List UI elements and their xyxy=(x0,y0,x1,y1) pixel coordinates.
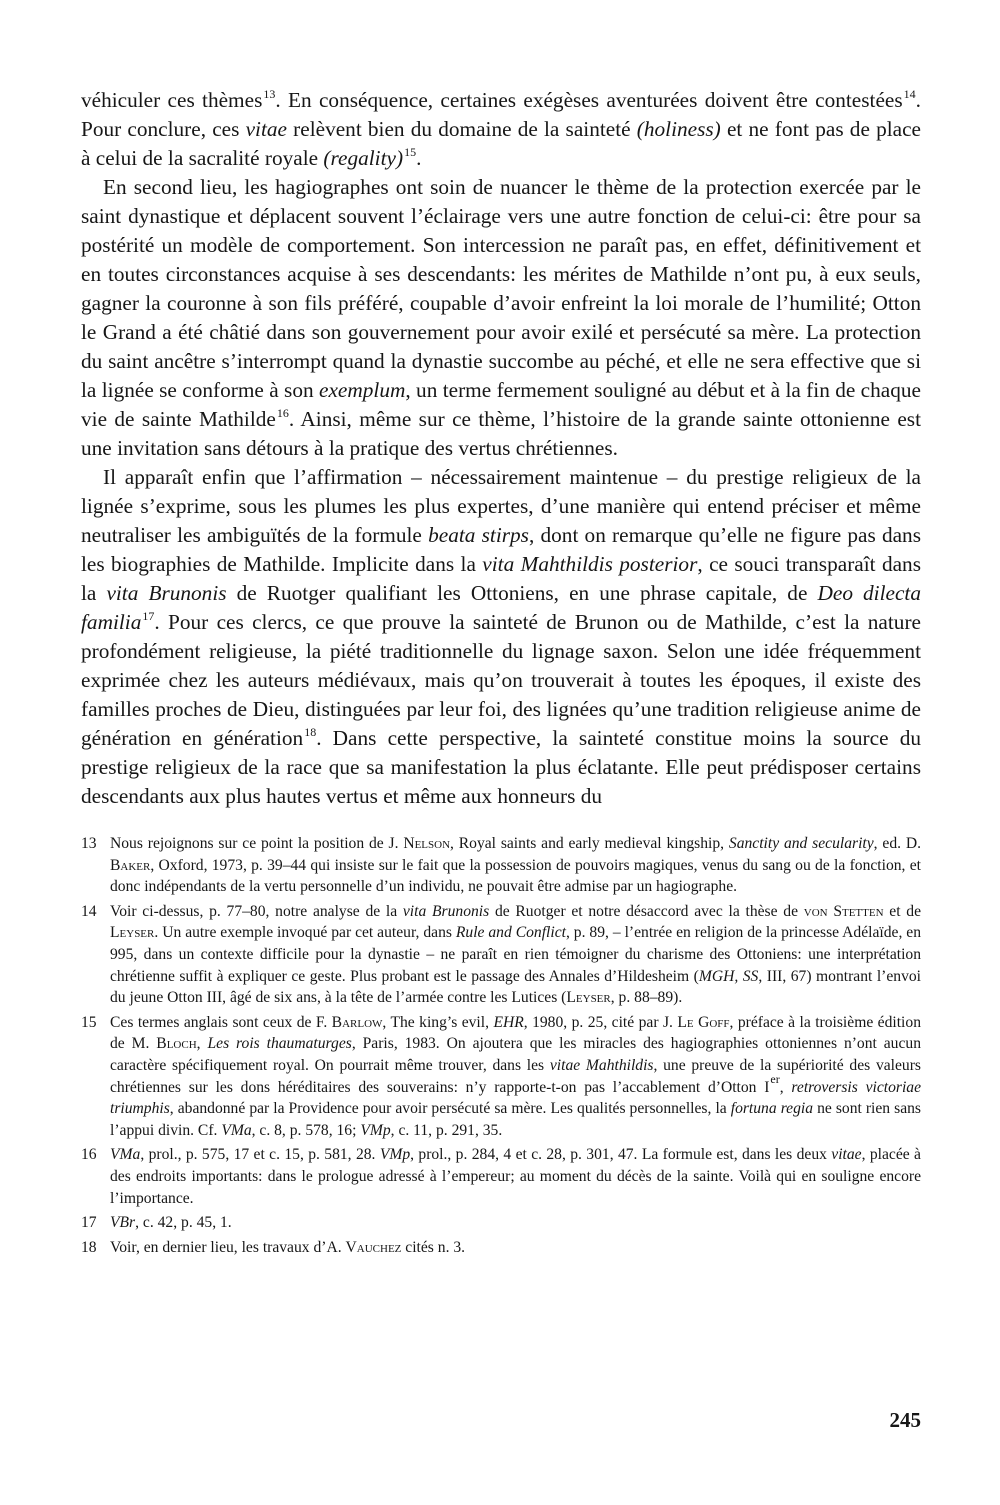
text-run: , abandonné par la Providence pour avoir persécuté sa mère. Les qualités personnelles, la xyxy=(169,1100,731,1118)
italic-text: VMa xyxy=(110,1146,141,1164)
italic-text: (holiness) xyxy=(636,117,721,141)
footnote-ref: 16 xyxy=(276,406,289,420)
footnote-text xyxy=(110,1144,921,1209)
footnote-ref: er xyxy=(770,1071,780,1086)
text-run: , c. 42, p. 45, 1. xyxy=(135,1214,232,1232)
italic-text: fortuna regia xyxy=(730,1100,814,1118)
footnote-ref: 17 xyxy=(142,609,155,623)
text-run: , Royal saints and early medieval kingship, xyxy=(450,835,729,852)
footnote xyxy=(81,1012,921,1142)
text-run: , prol., p. 575, 17 et c. 15, p. 581, 28. xyxy=(140,1146,380,1164)
text-run: , prol., p. 284, 4 et c. 28, p. 301, 47. La formule est, dans les deux xyxy=(410,1146,832,1164)
text-run: , p. 88–89). xyxy=(610,989,683,1007)
text-run: , 1980, p. 25, cité par J. xyxy=(523,1013,678,1031)
text-run: ne sont rien sans l’appui divin. Cf. xyxy=(110,1100,921,1139)
footnote xyxy=(81,833,921,898)
footnote-text xyxy=(110,833,921,898)
text-run: , p. 89, – l’entrée en religion de la princesse Adélaïde, en 995, dans un contexte difficile pour la dynastie – ne paraît en rien témoigner du charisme des Ottoniens: une interprétation chrétienne suffit à expliquer ce geste. Plus probant est le passage des Annales d’Hildesheim ( xyxy=(110,924,921,985)
text-run: Voir ci-dessus, p. 77–80, notre analyse de la xyxy=(110,902,403,920)
italic-text: VMp xyxy=(360,1121,391,1139)
text-run: , Oxford, 1973, p. 39–44 qui insiste sur le fait que la possession de pouvoirs magiques, venus du sang ou de la fonction, et donc indépendants de la vertu personnelle d’un individu, ne pouvait être admise par un hagiographe. xyxy=(110,856,921,896)
author-name: Leyser xyxy=(110,924,155,942)
text-run: , The king’s evil, xyxy=(382,1013,494,1031)
author-name: Le Goff xyxy=(677,1013,730,1031)
text-run: Il apparaît enfin que l’affirmation – nécessairement maintenue – du prestige religieux de la lignée s’exprime, sous les plumes les plus expertes, d’une manière qui entend préciser et même neutraliser les ambiguïtés de la formule xyxy=(81,465,921,547)
footnote-number: 16 xyxy=(81,1146,97,1164)
paragraph xyxy=(81,86,921,173)
footnote-text xyxy=(110,1237,921,1259)
italic-text: (regality) xyxy=(323,146,404,170)
footnote-ref: 13 xyxy=(263,87,276,101)
author-name: Barlow xyxy=(331,1013,383,1031)
italic-text: VMa xyxy=(221,1121,252,1139)
italic-text: vitae Mahthildis xyxy=(549,1056,654,1074)
footnote-number: 17 xyxy=(81,1214,97,1232)
footnote-number: 18 xyxy=(81,1238,97,1256)
footnote xyxy=(81,901,921,1009)
footnote-text xyxy=(110,1012,921,1142)
text-run: , une preuve de la supériorité des valeurs chrétiennes sur les dons héréditaires des souverains: n’y rapporte-t-on pas l’accablement d’Otton I xyxy=(110,1056,921,1096)
italic-text: vita Brunonis xyxy=(106,581,227,605)
text-run: de Ruotger qualifiant les Ottoniens, en une phrase capitale, de xyxy=(226,581,818,605)
text-run: , xyxy=(779,1078,792,1096)
text-run: . Un autre exemple invoqué par cet auteur, dans xyxy=(154,924,456,942)
italic-text: VBr xyxy=(110,1214,136,1232)
footnote xyxy=(81,1144,921,1209)
footnote-ref: 14 xyxy=(903,87,916,101)
author-name: Vauchez xyxy=(345,1238,402,1256)
text-run: , Paris, 1983. On ajoutera que les miracles des hagiographies ottoniennes n’ont aucun caractère spécifiquement royal. On pourrait même trouver, dans les xyxy=(110,1035,921,1074)
text-run: . Pour ces clercs, ce que prouve la sainteté de Brunon ou de Mathilde, c’est la nature profondément religieuse, la piété traditionnelle du lignage saxon. Selon une idée fréquemment exprimée chez les auteurs médiévaux, mais qu’on trouverait à toutes les époques, il existe des familles proches de Dieu, distinguées par leur foi, des lignées qu’une tradition religieuse anime de génération en génération xyxy=(81,610,921,750)
text-run: cités n. 3. xyxy=(401,1238,466,1256)
text-run: , un terme fermement souligné au début et à la fin de chaque vie de sainte Mathilde xyxy=(81,378,921,431)
text-run: , c. 8, p. 578, 16; xyxy=(251,1121,361,1139)
paragraph xyxy=(81,173,921,463)
italic-text: Deo dilecta familia xyxy=(81,581,921,634)
italic-text: EHR xyxy=(493,1013,524,1031)
text-run: , préface à la troisième édition de M. xyxy=(110,1013,921,1053)
paragraph xyxy=(81,463,921,811)
italic-text: vitae xyxy=(245,117,287,141)
author-name: Baker xyxy=(110,856,151,874)
text-run: , ce souci transparaît dans la xyxy=(81,552,921,605)
author-name: Nelson xyxy=(403,835,451,852)
footnote-ref: 15 xyxy=(404,145,417,159)
text-run: de Ruotger et notre désaccord avec la thèse de xyxy=(489,902,804,920)
text-run: , III, 67) montrant l’envoi du jeune Otton III, âgé de six ans, à la tête de l’armée contre les Lutices ( xyxy=(110,967,921,1007)
text-run: Nous rejoignons sur ce point la position de J. xyxy=(110,835,404,852)
author-name: Bloch xyxy=(156,1035,197,1053)
footnote-number: 15 xyxy=(81,1013,97,1031)
text-run: , xyxy=(196,1035,208,1053)
italic-text: vitae xyxy=(831,1146,862,1164)
text-run: . Dans cette perspective, la sainteté constitue moins la source du prestige religieux de la race que sa manifestation la plus éclatante. Elle peut prédisposer certains descendants aux plus hautes vertus et même aux honneurs du xyxy=(81,726,921,808)
footnote-ref: 18 xyxy=(304,725,317,739)
italic-text: beata stirps xyxy=(428,523,529,547)
italic-text: vita Mahthildis posterior xyxy=(482,552,698,576)
footnote xyxy=(81,1212,921,1234)
italic-text: retroversis victoriae triumphis xyxy=(110,1078,921,1118)
text-run: . xyxy=(416,146,422,170)
text-run: , dont on remarque qu’elle ne figure pas dans les biographies de Mathilde. Implicite dans la xyxy=(81,523,921,576)
italic-text: MGH, SS xyxy=(698,967,759,985)
italic-text: exemplum xyxy=(319,378,406,402)
text-run: , placée à des endroits importants: dans le prologue adressé à l’empereur; au moment du décès de la sainte. Voilà qui en souligne encore l’importance. xyxy=(110,1146,921,1207)
author-name: Leyser xyxy=(566,989,611,1007)
page-content xyxy=(81,86,921,1261)
text-run: . Pour conclure, ces xyxy=(81,88,921,141)
footnote-text xyxy=(110,901,921,1009)
italic-text: vita Brunonis xyxy=(402,902,490,920)
text-run: . En conséquence, certaines exégèses aventurées doivent être contestées xyxy=(275,88,903,112)
footnote-number: 13 xyxy=(81,835,97,852)
italic-text: Les rois thaumaturges xyxy=(207,1035,352,1053)
text-run: Voir, en dernier lieu, les travaux d’A. xyxy=(110,1238,346,1256)
footnotes xyxy=(81,833,921,1258)
text-run: Ces termes anglais sont ceux de F. xyxy=(110,1013,332,1031)
footnote-text xyxy=(110,1212,921,1234)
text-run: . Ainsi, même sur ce thème, l’histoire de la grande sainte ottonienne est une invitation sans détours à la pratique des vertus chrétiennes. xyxy=(81,407,921,460)
body-text xyxy=(81,86,921,811)
text-run: et de xyxy=(883,902,921,920)
text-run: relèvent bien du domaine de la sainteté xyxy=(286,117,637,141)
footnote-number: 14 xyxy=(81,902,97,920)
text-run: , ed. D. xyxy=(873,835,921,852)
text-run: véhiculer ces thèmes xyxy=(81,88,263,112)
text-run: En second lieu, les hagiographes ont soin de nuancer le thème de la protection exercée par le saint dynastique et déplacent souvent l’éclairage vers une autre fonction de celui-ci: être pour sa postérité un modèle de comportement. Son intercession ne paraît pas, en effet, définitivement et en toutes circonstances acquise à ses descendants: les mérites de Mathilde n’ont pu, à eux seuls, gagner la couronne à son fils préféré, coupable d’avoir enfreint la loi morale de l’humilité; Otton le Grand a été châtié dans son gouvernement pour avoir exilé et persécuté sa mère. La protection du saint ancêtre s’interrompt quand la dynastie succombe au péché, et elle ne sera effective que si la lignée se conforme à son xyxy=(81,175,921,402)
author-name: von Stetten xyxy=(803,902,884,920)
italic-text: Sanctity and secularity xyxy=(728,835,874,852)
footnote xyxy=(81,1237,921,1259)
italic-text: VMp xyxy=(379,1146,411,1164)
text-run: et ne font pas de place à celui de la sacralité royale xyxy=(81,117,921,170)
italic-text: Rule and Conflict xyxy=(455,924,566,942)
text-run: , c. 11, p. 291, 35. xyxy=(390,1121,503,1139)
page-number: 245 xyxy=(889,1408,921,1432)
